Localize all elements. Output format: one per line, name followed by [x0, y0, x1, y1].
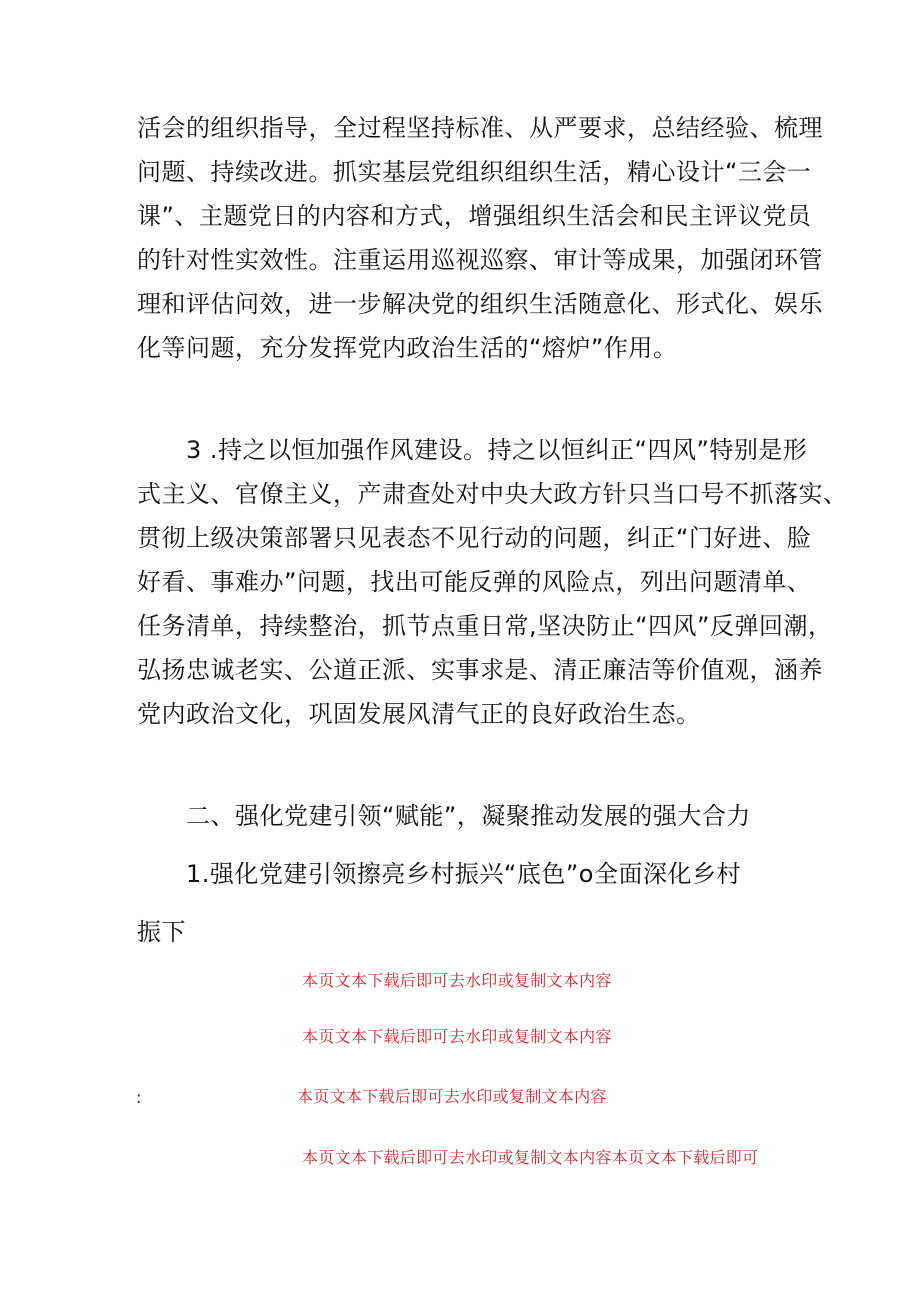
watermark-line-1: 本页文本下载后即可去水印或复制文本内容	[302, 971, 612, 990]
watermark-line-4: 本页文本下载后即可去水印或复制文本内容本页文本下载后即可	[302, 1148, 759, 1167]
section-heading: 二、强化党建引领“赋能”，凝聚推动发展的强大合力	[186, 802, 751, 830]
paragraph-1-line-2: 问题、持续改进。抓实基层党组织组织生活，精心设计“三会一	[137, 158, 812, 186]
stray-colon: :	[136, 1088, 142, 1107]
watermark-line-3: 本页文本下载后即可去水印或复制文本内容	[297, 1087, 607, 1106]
paragraph-1-line-5: 理和评估问效，进一步解决党的组织生活随意化、形式化、娱乐	[137, 290, 823, 318]
paragraph-1-line-3: 课”、主题党日的内容和方式，增强组织生活会和民主评议党员	[137, 202, 812, 230]
subheading-line-2: 振下	[137, 918, 186, 946]
paragraph-2-line-2: 式主义、官僚主义，产肃查处对中央大政方针只当口号不抓落实、	[137, 480, 848, 508]
paragraph-2-line-7: 党内政治文化，巩固发展风清气正的良好政治生态。	[137, 700, 701, 728]
paragraph-2-line-1: 3 .持之以恒加强作风建设。持之以恒纠正“四风”特别是形	[186, 436, 808, 464]
paragraph-1-line-6: 化等问题，充分发挥党内政治生活的“熔炉”作用。	[137, 334, 678, 362]
paragraph-1-line-1: 活会的组织指导，全过程坚持标准、从严要求，总结经验、梳理	[137, 114, 823, 142]
paragraph-1-line-4: 的针对性实效性。注重运用巡视巡察、审计等成果，加强闭环管	[137, 246, 823, 274]
paragraph-2-line-5: 任务清单，持续整治，抓节点重日常,坚决防止“四风”反弹回潮，	[137, 612, 833, 640]
subheading-line-1: 1.强化党建引领擦亮乡村振兴“底色”o全面深化乡村	[186, 860, 741, 888]
paragraph-2-line-6: 弘扬忠诚老实、公道正派、实事求是、清正廉洁等价值观，涵养	[137, 656, 823, 684]
paragraph-2-line-3: 贯彻上级决策部署只见表态不见行动的问题，纠正“门好进、脸	[137, 524, 812, 552]
paragraph-2-line-4: 好看、事难办”问题，找出可能反弹的风险点，列出问题清单、	[137, 568, 812, 596]
watermark-line-2: 本页文本下载后即可去水印或复制文本内容	[302, 1027, 612, 1046]
